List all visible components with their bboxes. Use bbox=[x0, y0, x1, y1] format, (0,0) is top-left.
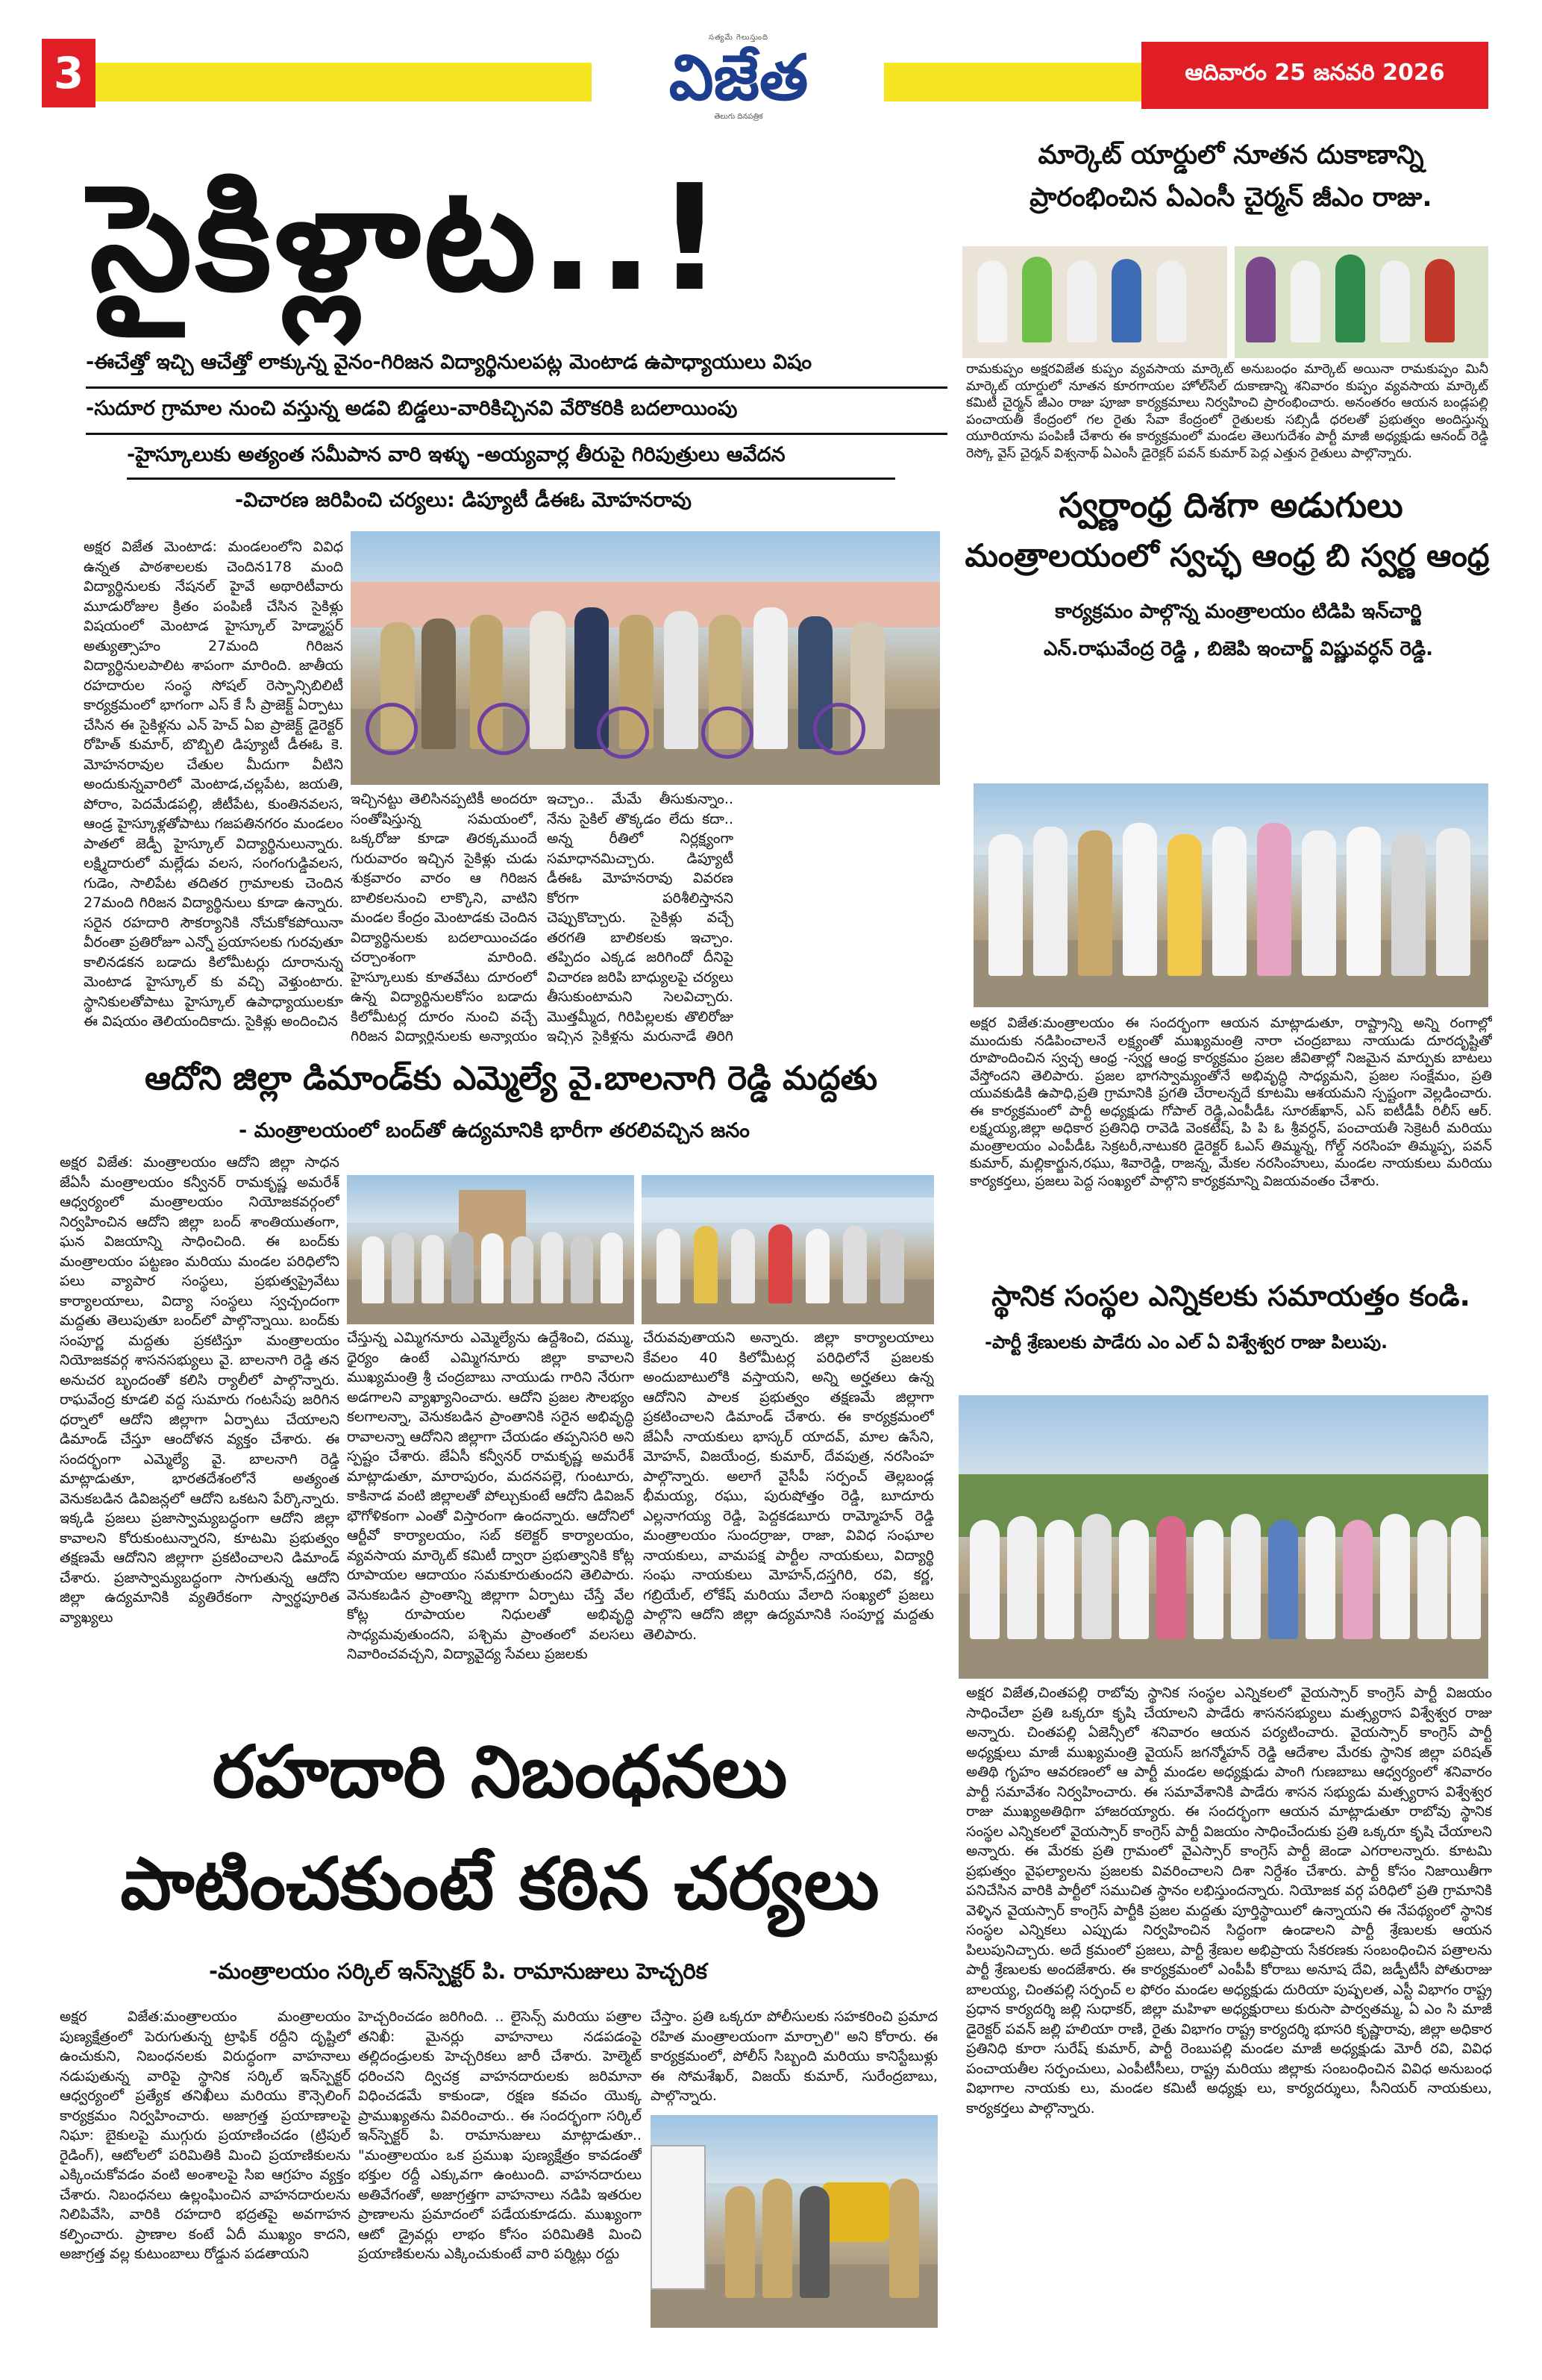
page-number: 3 bbox=[42, 39, 95, 107]
cycles-subhead-2: -సుదూర గ్రామాల నుంచి వస్తున్న అడవి బిడ్డలు-వారికిచ్చినవి వేరొకరికి బదలాయింపు bbox=[86, 397, 738, 420]
market-title-line1: మార్కెట్ యార్డులో నూతన దుకాణాన్ని bbox=[1038, 140, 1424, 170]
logo-tagline-top: సత్యమే గెలుస్తుంది bbox=[708, 34, 769, 42]
traffic-body-col1: అక్షర విజేత:మంత్రాలయం మంత్రాలయం పుణ్యక్షేత్రంలో పెరుగుతున్న ట్రాఫిక్ రద్దీని దృష్టిలో ఉంచుకుని, నిబంధనలకు విరుద్ధంగా వాహనాలు నడుపుతున్న వారిపై స్థానిక సర్కిల్ ఇన్‌స్పెక్టర్ ఆధ్వర్యంలో ప్రత్యేక తనిఖీలు మరియు కౌన్సెలింగ్ కార్యక్రమం నిర్వహించారు. అజాగ్రత్త ప్రయాణాలపై నిఘా: బైకులపై ముగ్గురు ప్రయాణించడం (ట్రిపుల్ రైడింగ్), ఆటోలలో పరిమితికి మించి ప్రయాణికులను ఎక్కించుకోవడం వంటి అంశాలపై సిఐ ఆగ్రహం వ్యక్తం చేశారు. నిబంధనలు ఉల్లంఘించిన వాహనదారులను నిలిపివేసి, వారికి రహదారి భద్రతపై అవగాహన కల్పించారు. ప్రాణాల కంటే ఏదీ ముఖ్యం కాదని, అజాగ్రత్త వల్ల కుటుంబాలు రోడ్డున పడతాయని bbox=[60, 2008, 351, 2262]
logo-name: విజేత bbox=[668, 40, 809, 114]
adoni-title: ఆదోని జిల్లా డిమాండ్‌కు ఎమ్మెల్యే వై.బాలనాగి రెడ్డి మద్దతు bbox=[144, 1059, 878, 1097]
adoni-body-col1: అక్షర విజేత: మంత్రాలయం ఆదోని జిల్లా సాధన జేఏసీ మంత్రాలయం కన్వీనర్ రామకృష్ణ అమరేశ్ ఆధ్వర్యంలో మంత్రాలయం నియోజకవర్గంలో నిర్వహించిన ఆదోని జిల్లా బంద్ శాంతియుతంగా, ఘన విజయాన్ని సాధించింది. ఈ బంద్‌కు మంత్రాలయం పట్టణం మరియు మండల పరిధిలోని పలు వ్యాపార సంస్థలు, ప్రభుత్వప్రైవేటు కార్యాలయాలు, విద్యా సంస్థలు స్వచ్చందంగా మద్దతు తెలుపుతూ బంద్‌లో పాల్గొన్నాయి. బంద్‌కు సంపూర్ణ మద్దతు ప్రకటిస్తూ మంత్రాలయం నియోజకవర్గ శాసనసభ్యులు వై. బాలనాగి రెడ్డి తన అనుచర బృందంతో కలిసి ర్యాలీలో పాల్గొన్నారు. రాఘవేంద్ర కూడలి వద్ద సుమారు గంటసేపు జరిగిన ధర్నాలో ఆదోని జిల్లాగా ఏర్పాటు చేయాలని డిమాండ్ చేస్తూ ఆందోళన వ్యక్తం చేశారు. ఈ సందర్భంగా ఎమ్మెల్యే వై. బాలనాగి రెడ్డి మాట్లాడుతూ, భారతదేశంలోనే అత్యంత వెనుకబడిన డివిజన్లలో ఆదోని ఒకటని పేర్కొన్నారు. ఇక్కడి ప్రజలు ప్రజాస్వామ్యబద్ధంగా ఆదోని జిల్లా కావాలని కోరుకుంటున్నారని, కూటమి ప్రభుత్వం తక్షణమే ఆదోనిని జిల్లాగా ప్రకటించాలని డిమాండ్ చేశారు. ప్రజాస్వామ్యబద్ధంగా సాగుతున్న ఆదోని జిల్లా ఉద్యమానికి వ్యతిరేకంగా స్వార్థపూరిత వ్యాఖ్యలు bbox=[60, 1154, 339, 1626]
cycles-body-col2: ఇచ్చినట్టు తెలిసినప్పటికీ అందరూ సంతోషిస్తున్న సమయంలో, ఒక్కరోజు కూడా తిరక్కముందే గురువారం ఇచ్చిన సైకిళ్లు చుడు శుక్రవారం వారం ఆ గిరిజన బాలికలనుంచి లాక్కొని, వాటిని మండల కేంద్రం మెంటాడకు చెందిన విద్యార్థినులకు బదలాయించడం చర్చాంశంగా మారింది. హైస్కూలుకు కూతవేటు దూరంలో ఉన్న విద్యార్థినులకోసం బడాదు కిలోమీటర్ల దూరం నుంచి వచ్చే గిరిజన విద్యార్థినులకు అన్యాయం bbox=[351, 791, 537, 1045]
adoni-photo-1 bbox=[347, 1175, 634, 1324]
traffic-title-line2: పాటించకుంటే కఠిన చర్యలు bbox=[120, 1842, 880, 1926]
market-body: రామకుప్పం అక్షరవిజేత కుప్పం వ్యవసాయ మార్కెట్ అనుబంధం మార్కెట్ అయినా రామకుప్పం మినీ మార్కెట్ యార్డులో నూతన కూరగాయల హోల్‌సేల్ దుకాణాన్ని శనివారం కుప్పం వ్యవసాయ మార్కెట్ కమిటీ చైర్మన్ జీఎం రాజు పూజా కార్యక్రమాలు నిర్వహించి ప్రారంభించారు. అనంతరం ఆయన బండ్లపల్లి పంచాయతీ కేంద్రంలో గల రైతు సేవా కేంద్రంలో రైతులకు సబ్సిడీ ధరలతో ప్రభుత్వం అందిస్తున్న యూరియాను పంపిణీ చేశారు ఈ కార్యక్రమంలో మండల తెలుగుదేశం పార్టీ మాజీ అధ్యక్షుడు ఆనంద్ రెడ్డి రెస్కో వైస్ చైర్మన్ విశ్వనాథ్ ఏఎంసీ డైరెక్టర్ పవన్ కుమార్ పెద్ద ఎత్తున రైతులు పాల్గొన్నారు. bbox=[966, 362, 1488, 461]
market-photo-1 bbox=[962, 246, 1227, 358]
traffic-subtitle: -మంత్రాలయం సర్కిల్ ఇన్‌స్పెక్టర్ పి. రామానుజులు హెచ్చరిక bbox=[209, 1958, 707, 1984]
local-subtitle: -పార్టీ శ్రేణులకు పాడేరు ఎం ఎల్ ఏ విశ్వేశ్వర రాజు పిలుపు. bbox=[985, 1332, 1388, 1353]
cycles-body-col1: అక్షర విజేత మెంటాడ: మండలంలోని వివిధ ఉన్నత పాఠశాలలకు చెందిన178 మంది విద్యార్థినులకు నేషనల్ హైవే అథారిటీవారు మూడురోజుల క్రితం పంపిణీ చేసిన సైకిళ్లు విషయంలో మెంటాడ హైస్కూల్ హెడ్మాస్టర్ అత్యుత్సాహం 27మంది గిరిజన విద్యార్థినులపాలిట శాపంగా మారింది. జాతీయ రహదారుల సంస్థ సోషల్ రెస్పాన్సిబిలిటీ కార్యక్రమంలో భాగంగా ఎస్ కే సీ ప్రాజెక్ట్ ఏర్పాటు చేసిన ఈ సైకిళ్లను ఎన్ హెచ్ ఏఐ ప్రాజెక్ట్ డైరెక్టర్ రోహిత్ కుమార్, బొబ్బిలి డిప్యూటీ డీఈఓ కె. మోహనరావుల చేతుల మీదుగా వీటిని అందుకున్నవారిలో మెంటాడ,చల్లపేట, జయతి, పోరాం, పెదమేడపల్లి, జీటీపేట, కుంతినవలస, ఆండ్ర హైస్కూళ్లతోపాటు గజపతినగరం మండలం పాతలో జెడ్పీ హైస్కూల్ విద్యార్థినులున్నారు. లక్ష్మిదారులో మల్లేడు వలస, సంగంగుడ్డివలస, గుడెం, సాలిపేట తదితర గ్రామాలకు చెందిన 27మంది గిరిజన విద్యార్థినులు కూడా ఉన్నారు. సరైన రహదారి సౌకర్యానికి నోచుకోకపోయినా వీరంతా ప్రతిరోజూ ఎన్నో ప్రయాసలకు గురవుతూ కాలినడకన బడాదు కిలోమీటర్లు దూరానున్న మెంటాడ హైస్కూల్ కు వచ్చి వెళ్తుంటారు. స్థానికులతోపాటు హైస్కూల్ ఉపాధ్యాయులకూ ఈ విషయం తెలియందికాదు. సైకిళ్లు అందించిన bbox=[84, 539, 343, 1030]
cycles-subhead-rule-3 bbox=[127, 477, 895, 480]
traffic-body-col3: చేస్తాం. ప్రతి ఒక్కరూ పోలీసులకు సహకరించి ప్రమాద రహిత మంత్రాలయంగా మార్చాలి" అని కోరారు. ఈ కార్యక్రమంలో, పోలీస్ సిబ్బంది మరియు కానిస్టేబుళ్లు ఈ సోమశేఖర్, విజయ్ కుమార్, సురేంద్రబాబు, పాల్గొన్నారు. bbox=[651, 2008, 938, 2104]
traffic-body-col2: హెచ్చరించడం జరిగింది. .. లైసెన్స్ మరియు పత్రాల తనిఖీ: మైనర్లు వాహనాలు నడపడంపై తల్లిదండ్రులకు హెచ్చరికలు జారీ చేశారు. హెల్మెట్ ధరించని ద్విచక్ర వాహనదారులకు జరిమానా విధించడమే కాకుండా, రక్షణ కవచం యొక్క ప్రాముఖ్యతను వివరించారు.. ఈ సందర్భంగా సర్కిల్ ఇన్‌స్పెక్టర్ పి. రామానుజులు మాట్లాడుతూ.. "మంత్రాలయం ఒక ప్రముఖ పుణ్యక్షేత్రం కావడంతో భక్తుల రద్దీ ఎక్కువగా ఉంటుంది. వాహనదారులు అతివేగంతో, అజాగ్రత్తగా వాహనాలు నడిపి ఇతరుల ప్రాణాలను ప్రమాదంలో పడేయకూడదు. ముఖ్యంగా ఆటో డ్రైవర్లు లాభం కోసం పరిమితికి మించి ప్రయాణికులను ఎక్కించుకుంటే వారి పర్మిట్లు రద్దు bbox=[358, 2008, 642, 2262]
market-title-line2: ప్రారంభించిన ఏఎంసీ చైర్మన్ జీఎం రాజు. bbox=[1029, 183, 1432, 213]
swarna-photo bbox=[974, 783, 1488, 1007]
newspaper-logo bbox=[597, 33, 880, 128]
market-photo-2 bbox=[1235, 246, 1488, 358]
cycles-subhead-rule-2 bbox=[86, 433, 947, 435]
swarna-title-line2: మంత్రాలయంలో స్వచ్ఛ ఆంధ్ర బి స్వర్ణ ఆంధ్ర bbox=[965, 537, 1490, 574]
swarna-subtitle-line2: ఎన్.రాఘవేంద్ర రెడ్డి , బిజెపి ఇంచార్జ్ విష్ణువర్ధన్ రెడ్డి. bbox=[1044, 638, 1433, 660]
cycles-body-col3: ఇచ్చాం.. మేమే తీసుకున్నాం.. నేను సైకిల్ తొక్కడం లేదు కదా.. అన్న రీతిలో నిర్లక్ష్యంగా సమాధానమిచ్చారు. డిప్యూటీ డీఈఓ మోహనరావు వివరణ కోరగా పరిశీలిస్తానని చెప్పుకొచ్చారు. సైకిళ్లు వచ్చే తరగతి బాలికలకు ఇచ్చాం. తప్పిదం ఎక్కడ జరిగిందో దీనిపై విచారణ జరిపి బాధ్యులపై చర్యలు తీసుకుంటామని సెలవిచ్చారు. మొత్తమ్మీద, గిరిపిల్లలకు తొలిరోజు ఇచ్చిన సైకిళ్లను మరునాడే తిరిగి bbox=[547, 791, 733, 1045]
logo-tagline-bottom: తెలుగు దినపత్రిక bbox=[714, 113, 763, 121]
cycles-subhead-rule-1 bbox=[86, 386, 947, 389]
cycles-title: సైకిళ్లాట..! bbox=[90, 154, 727, 324]
cycles-subhead-1: -ఈచేత్తో ఇచ్చి ఆచేత్తో లాక్కున్న వైనం-గిరిజన విద్యార్థినులపట్ల మెంటాడ ఉపాధ్యాయులు విషం bbox=[86, 351, 812, 374]
local-title: స్థానిక సంస్థల ఎన్నికలకు సమాయత్తం కండి. bbox=[991, 1280, 1470, 1312]
traffic-photo bbox=[651, 2115, 938, 2328]
traffic-title-line1: రహదారి నిబంధనలు bbox=[212, 1730, 788, 1814]
local-photo bbox=[959, 1395, 1488, 1679]
cycles-subhead-4: -విచారణ జరిపించి చర్యలు: డిప్యూటీ డీఈఓ మోహనరావు bbox=[235, 489, 692, 512]
cycles-subhead-3: -హైస్కూలుకు అత్యంత సమీపాన వారి ఇళ్ళు -అయ్యవార్ల తీరుపై గిరిపుత్రులు ఆవేదన bbox=[127, 443, 786, 466]
swarna-subtitle-line1: కార్యక్రమం పాల్గొన్న మంత్రాలయం టిడిపి ఇన్‌చార్జి bbox=[1055, 601, 1422, 623]
local-body: అక్షర విజేత,చింతపల్లి రాబోవు స్థానిక సంస్థల ఎన్నికలలో వైయస్సార్ కాంగ్రెస్ పార్టీ విజయం సాధించేలా ప్రతి ఒక్కరూ కృషి చేయాలని పాడేరు శాసనసభ్యులు మత్స్యరాస విశ్వేశ్వర రాజు అన్నారు. చింతపల్లి ఏజెన్సీలో శనివారం ఆయన పర్యటించారు. వైయస్సార్ కాంగ్రెస్ పార్టీ అధ్యక్షులు మాజీ ముఖ్యమంత్రి వైయస్ జగన్మోహన్ రెడ్డి ఆదేశాల మేరకు స్థానిక జిల్లా పరిషత్ అతిథి గృహం ఆవరణంలో ఆ పార్టీ మండల అధ్యక్షుడు పాంగి గుణబాబు ఆధ్వర్యంలో శనివారం పార్టీ సమావేశం నిర్వహించారు. ఈ సమావేశానికి పాడేరు శాసన సభ్యుడు మత్స్యరాస విశ్వేశ్వర రాజు ముఖ్యఅతిథిగా హాజరయ్యారు. ఈ సందర్భంగా ఆయన మాట్లాడుతూ రాబోవు స్థానిక సంస్థల ఎన్నికలలో వైయస్సార్ కాంగ్రెస్ పార్టీ విజయం సాధించేందుకు ప్రతి ఒక్కరూ కృషి చేయాలని అన్నారు. ఈ మేరకు ప్రతి గ్రామంలో వైఎస్సార్ కాంగ్రెస్ పార్టీ జెండా ఎగరాలన్నారు. కూటమి ప్రభుత్వం వైఫల్యాలను ప్రజలకు వివరించాలని దిశా నిర్దేశం చేశారు. పార్టీ కోసం నిజాయితీగా పనిచేసిన వారికి పార్టీలో సముచిత స్థానం లభిస్తుందన్నారు. నియోజక వర్గ పరిధిలో ప్రతి గ్రామానికి వెళ్ళిన వైయస్సార్ కాంగ్రెస్ పార్టీకి ప్రజల మద్దతు పూర్తిస్థాయిలో ఉన్నాయని ఈ నేపథ్యంలో స్థానిక సంస్థల ఎన్నికలు ఎప్పుడు నిర్వహించిన సిద్ధంగా ఉండాలని పార్టీ శ్రేణులకు ఆయన పిలుపునిచ్చారు. అదే క్రమంలో ప్రజలు, పార్టీ శ్రేణుల అభిప్రాయ సేకరణకు సంబంధించిన పత్రాలను పార్టీ శ్రేణులకు అందజేశారు. ఈ కార్యక్రమంలో ఎంపీపీ కోరాబు అనూష దేవి, జడ్పీటీసీ పోతురాజు బాలయ్య, చింతపల్లి సర్పంచ్ ల ఫోరం మండల అధ్యక్షుడు దురియా పుష్పలత, ఎస్టీ విభాగం రాష్ట్ర ప్రధాన కార్యదర్శి జల్లి సుధాకర్, జిల్లా మహిళా అధ్యక్షురాలు కురుసా పార్వతమ్మ, ఏ ఎం సి మాజీ డైరెక్టర్ పవన్ జల్లి హలియా రాణి, రైతు విభాగం రాష్ట్ర కార్యదర్శి భూసరి కృష్ణారావు, జిల్లా అధికార ప్రతినిధి కూరా సురేష్ కుమార్, పార్టీ రెంబుపల్లి మండల మాజీ అధ్యక్షుడు మోరీ రవి, వివిధ పంచాయతీల సర్పంచులు, ఎంపీటీసీలు, రాష్ట్ర మరియు జిల్లాకు సంబంధించిన వివిధ అనుబంధ విభాగాల నాయకు లు, మండల కమిటీ అధ్యక్షు లు, కార్యదర్శులు, సీనియర్ నాయకులు, కార్యకర్తలు పాల్గొన్నారు. bbox=[966, 1685, 1492, 2117]
cycles-photo bbox=[351, 531, 940, 785]
swarna-title-line1: స్వర్ణాంధ్ర దిశగా అడుగులు bbox=[1059, 485, 1403, 525]
swarna-body: అక్షర విజేత:మంత్రాలయం ఈ సందర్భంగా ఆయన మాట్లాడుతూ, రాష్ట్రాన్ని అన్ని రంగాల్లో ముందుకు నడిపించాలనే లక్ష్యంతో ముఖ్యమంత్రి నారా చంద్రబాబు నాయుడు దూరదృష్టితో రూపొందించిన స్వచ్ఛ ఆంధ్ర -స్వర్ణ ఆంధ్ర కార్యక్రమం ప్రజల జీవితాల్లో నిజమైన మార్పుకు బాటలు వేస్తోందని తెలిపారు. ప్రజల భాగస్వామ్యంతోనే అభివృద్ధి సాధ్యమని, ప్రజల సంక్షేమం, ప్రతి యువకుడికి ఉపాధి,ప్రతి గ్రామానికి ప్రగతి చేరాలన్నదే కూటమి ఆశయమని స్పష్టంగా వెల్లడించారు. ఈ కార్యక్రమంలో పార్టీ అధ్యక్షుడు గోపాల్ రెడ్డి,ఎంపీడీఓ సూరజ్‌ఖాన్, ఎస్ ఐటీడీపీ రిలీస్ ఆర్. లక్ష్మయ్య,జిల్లా అధికార ప్రతినిధి రావెడి వెంకటేష్, పి పి ఓ శ్రీవర్ధన్, పంచాయతీ సెక్రెటరీ మరియు మంత్రాలయం ఎంపీడీఓ సెక్రటరీ,నాటుకరి డైరెక్టర్ ఓఎస్ తిమ్మన్న, గోల్డ్ నరసింహ తిమ్మప్ప, పవన్ కుమార్, మల్లికార్జున,రఘు, శివారెడ్డి, రాజన్న, మేకల నరసింహులు, మండల నాయకులు మరియు కార్యకర్తలు, ప్రజలు పెద్ద సంఖ్యలో పాల్గొని కార్యక్రమాన్ని విజయవంతం చేశారు. bbox=[970, 1015, 1492, 1189]
issue-date: ఆదివారం 25 జనవరి 2026 bbox=[1141, 42, 1488, 109]
masthead-bar-left bbox=[95, 63, 592, 101]
adoni-photo-2 bbox=[642, 1175, 934, 1324]
adoni-body-col3: చేరువవుతాయని అన్నారు. జిల్లా కార్యాలయాలు కేవలం 40 కిలోమీటర్ల పరిధిలోనే ప్రజలకు అందుబాటులోకి వస్తాయని, అన్ని అర్హతలు ఉన్న ఆదోనిని పాలక ప్రభుత్వం తక్షణమే జిల్లాగా ప్రకటించాలని డిమాండ్ చేశారు. ఈ కార్యక్రమంలో జేఏసీ నాయకులు భాస్కర్ యాదవ్, మాల ఉసేని, మోహన్, విజయేంద్ర, కుమార్, దేవపుత్ర, నరసింహ పాల్గొన్నారు. అలాగే వైసీపీ సర్పంచ్ తెల్లబండ్ల భీమయ్య, రఘు, పురుషోత్తం రెడ్డి, బూదూరు ఎల్లనాగయ్య రెడ్డి, పెద్దకడబూరు రామ్మోహన్ రెడ్డి మంత్రాలయం సుందర్రాజు, రాజా, వివిధ సంఘాల నాయకులు, వామపక్ష పార్టీల నాయకులు, విద్యార్థి సంఘ నాయకులు మోహన్,దస్తగిరి, రవి, కర్ణ, గబ్రియేల్, లోకేష్ మరియు వేలాది సంఖ్యలో ప్రజలు పాల్గొని ఆదోని జిల్లా ఉద్యమానికి సంపూర్ణ మద్దతు తెలిపారు. bbox=[643, 1330, 934, 1643]
masthead-bar-right bbox=[884, 63, 1141, 101]
adoni-body-col2: చేస్తున్న ఎమ్మిగనూరు ఎమ్మెల్యేను ఉద్దేశించి, దమ్ము, ధైర్యం ఉంటే ఎమ్మిగనూరు జిల్లా కావాలని ముఖ్యమంత్రి శ్రీ చంద్రబాబు నాయుడు గారిని నేరుగా అడగాలని వ్యాఖ్యానించారు. ఆదోని ప్రజల సౌలభ్యం కలగాలన్నా, వెనుకబడిన ప్రాంతానికి సరైన అభివృద్ధి రావాలన్నా ఆదోనిని జిల్లాగా చేయడం తప్పనిసరి అని స్పష్టం చేశారు. జేఏసీ కన్వీనర్ రామకృష్ణ అమరేశ్ మాట్లాడుతూ, మారాపురం, మదనపల్లె, గుంటూరు, కాకినాడ వంటి జిల్లాలతో పోల్చుకుంటే ఆదోని డివిజన్ భౌగోళికంగా ఎంతో విస్తారంగా ఉందన్నారు. ఆదోనిలో ఆర్టీవో కార్యాలయం, సబ్ కలెక్టర్ కార్యాలయం, వ్యవసాయ మార్కెట్ కమిటీ ద్వారా ప్రభుత్వానికి కోట్ల రూపాయల ఆదాయం సమకూరుతుందని తెలిపారు. వెనుకబడిన ప్రాంతాన్ని జిల్లాగా ఏర్పాటు చేస్తే వేల కోట్ల రూపాయల నిధులతో అభివృద్ధి సాధ్యమవుతుందని, పశ్చిమ ప్రాంతంలో వలసలు నివారించవచ్చని, విద్యావైద్య సేవలు ప్రజలకు bbox=[347, 1330, 634, 1662]
adoni-subtitle: - మంత్రాలయంలో బంద్‌తో ఉద్యమానికి భారీగా తరలివచ్చిన జనం bbox=[239, 1119, 750, 1142]
